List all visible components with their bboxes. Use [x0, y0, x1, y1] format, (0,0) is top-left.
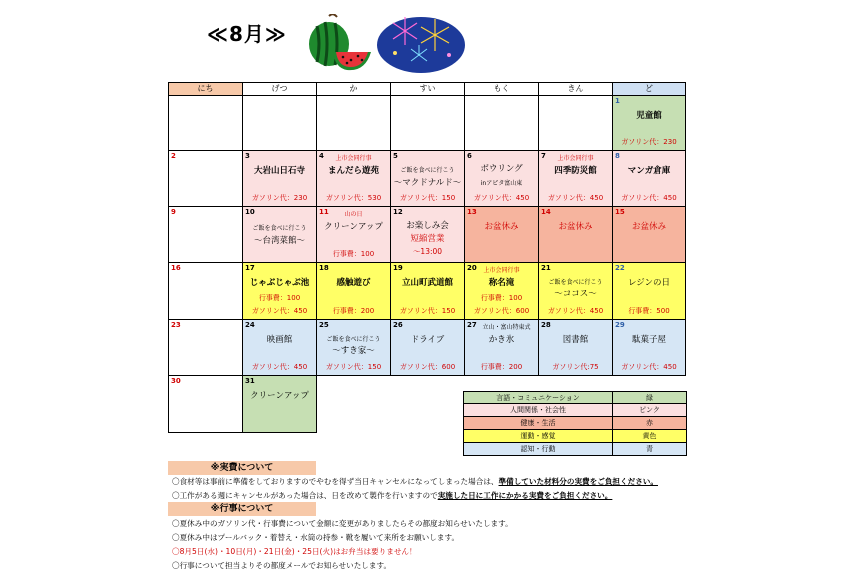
event-note-3: 〇8月5日(水)・10日(月)・21日(金)・25日(火)はお弁当は要りません！	[172, 547, 417, 556]
day-number: 16	[171, 264, 181, 272]
event-label: 立山町武道館	[401, 278, 453, 288]
day-19	[390, 262, 465, 320]
day-28	[538, 319, 613, 376]
day-24	[242, 319, 317, 376]
day-number: 17	[245, 264, 255, 272]
day-5	[390, 150, 465, 207]
day-number: 2	[171, 152, 176, 160]
weekday-tue: か	[316, 82, 391, 96]
day-number: 9	[171, 208, 176, 216]
event-label: 四季防災館	[554, 166, 597, 176]
event-label: 称名滝	[488, 278, 515, 288]
legend-color: 青	[646, 445, 653, 453]
day-number: 5	[393, 152, 398, 160]
day-7	[538, 150, 613, 207]
day-number: 10	[245, 208, 255, 216]
day-number: 22	[615, 264, 625, 272]
day-number: 27	[467, 321, 477, 329]
day-number: 28	[541, 321, 551, 329]
day-8	[612, 150, 686, 207]
day-number: 19	[393, 264, 403, 272]
day-18	[316, 262, 391, 320]
fee-label: ガソリン代：450	[251, 363, 308, 371]
event-label: お楽しみ会	[406, 221, 449, 231]
event-label: クリーンアップ	[324, 222, 383, 232]
expense-note-2-text: 〇工作がある週にキャンセルがあった場合は、日を改めて製作を行いますので	[172, 491, 438, 500]
fee-label: ガソリン代：600	[473, 307, 530, 315]
weekday-wed: すい	[390, 82, 465, 96]
event-label: ～すき家～	[332, 346, 375, 356]
day-number: 25	[319, 321, 329, 329]
day-number: 15	[615, 208, 625, 216]
note-label: 上市会同行事	[335, 155, 372, 162]
event-label: 駄菓子屋	[631, 335, 666, 345]
legend-label: 健康・生活	[464, 417, 613, 429]
legend-label: 人間関係・社会性	[464, 404, 613, 416]
fee-label: 行事費：100	[332, 250, 375, 258]
day-20	[464, 262, 539, 320]
activity-fee-label: 行事費：100	[258, 294, 301, 302]
day-number: 26	[393, 321, 403, 329]
legend-row	[463, 417, 687, 430]
expense-note-2	[172, 490, 612, 501]
weekday-fri: きん	[538, 82, 613, 96]
sub-label: ご飯を食べに行こう	[326, 336, 381, 343]
watermelon-icon	[307, 14, 373, 72]
day-number: 8	[615, 152, 620, 160]
event-label: お盆休み	[484, 222, 519, 232]
event-label: かき氷	[488, 335, 515, 345]
day-2	[168, 150, 243, 207]
sub-label: ご飯を食べに行こう	[548, 279, 603, 286]
event-label: お盆休み	[631, 222, 666, 232]
event-label: まんだら遊苑	[327, 166, 379, 176]
fee-label: ガソリン代：230	[621, 138, 677, 146]
legend-color: 黄色	[642, 432, 657, 440]
event-label: 映画館	[266, 335, 293, 345]
day-22	[612, 262, 686, 320]
color-legend	[463, 391, 687, 456]
day-number: 30	[171, 377, 181, 385]
day-1	[612, 95, 686, 151]
day-21	[538, 262, 613, 320]
month-title: ≪8月≫	[207, 22, 287, 46]
fee-label: ガソリン代：450	[547, 194, 604, 202]
event-note-4: 〇行事について担当よりその都度メールでお知らせいたします。	[172, 561, 392, 570]
day-number: 24	[245, 321, 255, 329]
day-number: 20	[467, 264, 477, 272]
event-label: ～マクドナルド～	[393, 178, 462, 188]
day-9	[168, 206, 243, 263]
fee-label: ガソリン代：450	[621, 194, 677, 202]
day-13	[464, 206, 539, 263]
event-label: 図書館	[562, 335, 589, 345]
calendar	[168, 82, 686, 434]
day-number: 3	[245, 152, 250, 160]
day-number: 18	[319, 264, 329, 272]
day-number: 6	[467, 152, 472, 160]
legend-label: 言語・コミュニケーション	[464, 392, 613, 403]
short-hours-label: 短縮営業	[410, 234, 445, 244]
day-number: 31	[245, 377, 255, 385]
event-label: 児童館	[636, 111, 662, 121]
day-12	[390, 206, 465, 263]
event-label: ～ココス～	[554, 289, 597, 299]
day-number: 12	[393, 208, 403, 216]
day-empty	[390, 95, 465, 151]
event-label: ドライブ	[410, 335, 445, 345]
legend-row	[463, 391, 687, 404]
fee-label: ガソリン代：450	[547, 307, 604, 315]
fireworks-icon	[375, 9, 467, 75]
fee-label: ガソリン代：150	[399, 194, 456, 202]
weekday-thu: もく	[464, 82, 539, 96]
fee-label: ガソリン代：450	[251, 307, 308, 315]
day-number: 21	[541, 264, 551, 272]
day-number: 13	[467, 208, 477, 216]
fee-label: ガソリン代:75	[552, 363, 599, 371]
fee-label: ガソリン代：600	[399, 363, 456, 371]
note-label: 上市会同行事	[483, 267, 520, 274]
weekday-mon: げつ	[242, 82, 317, 96]
legend-color: ピンク	[639, 406, 660, 414]
legend-color: 赤	[646, 419, 653, 427]
note-label: 山の日	[344, 211, 363, 218]
sub-label: inアピタ富山東	[480, 180, 523, 187]
day-number: 14	[541, 208, 551, 216]
day-29	[612, 319, 686, 376]
day-6	[464, 150, 539, 207]
day-empty	[464, 95, 539, 151]
event-label: じゃぶじゃぶ池	[249, 278, 310, 288]
day-14	[538, 206, 613, 263]
day-number: 4	[319, 152, 324, 160]
closing-time-label: ～13:00	[412, 247, 443, 256]
fee-label: ガソリン代：150	[399, 307, 456, 315]
day-16	[168, 262, 243, 320]
note-label: 上市会同行事	[557, 155, 594, 162]
expense-note-2-emphasis: 実施した日に工作にかかる実費をご負担ください。	[437, 491, 613, 500]
expense-note-1	[172, 476, 658, 487]
legend-label: 認知・行動	[464, 443, 613, 455]
fee-label: ガソリン代：150	[325, 363, 382, 371]
activity-fee-label: 行事費：100	[480, 294, 523, 302]
day-number: 11	[319, 208, 329, 216]
expense-note-1-text: 〇食材等は事前に準備をしておりますのでやむを得ず当日キャンセルになってしまった場合は、	[172, 477, 499, 486]
fee-label: 行事費：200	[332, 307, 375, 315]
event-label: クリーンアップ	[250, 391, 309, 401]
day-number: 29	[615, 321, 625, 329]
fee-label: ガソリン代：450	[621, 363, 677, 371]
event-label: ～台湾菜館～	[253, 236, 305, 246]
day-17	[242, 262, 317, 320]
day-number: 1	[615, 97, 620, 105]
legend-row	[463, 404, 687, 417]
day-empty	[538, 95, 613, 151]
fee-label: 行事費：200	[480, 363, 523, 371]
day-empty	[242, 95, 317, 151]
event-label: 感触遊び	[336, 278, 371, 288]
day-15	[612, 206, 686, 263]
event-label: レジンの日	[627, 278, 671, 288]
note-label: 立山・富山特東式	[482, 324, 531, 331]
day-27	[464, 319, 539, 376]
event-section-title: ※行事について	[168, 502, 316, 516]
day-empty	[316, 95, 391, 151]
weekday-sun: にち	[168, 82, 243, 96]
event-label: ボウリング	[480, 164, 523, 174]
event-label: マンガ倉庫	[627, 166, 671, 176]
sub-label: ご飯を食べに行こう	[400, 167, 455, 174]
event-note-1: 〇夏休み中のガソリン代・行事費について金額に変更がありましたらその都度お知らせいたします。	[172, 519, 513, 528]
event-label: お盆休み	[558, 222, 593, 232]
day-number: 7	[541, 152, 546, 160]
sub-label: ご飯を食べに行こう	[252, 225, 307, 232]
legend-row	[463, 430, 687, 443]
fee-label: ガソリン代：530	[325, 194, 382, 202]
fee-label: 行事費：500	[628, 307, 670, 315]
day-31	[242, 375, 317, 433]
expense-note-1-emphasis: 準備していた材料分の実費をご負担ください。	[498, 477, 658, 486]
day-25	[316, 319, 391, 376]
legend-label: 運動・感覚	[464, 430, 613, 442]
day-empty	[168, 95, 243, 151]
event-label: 大岩山日石寺	[253, 166, 305, 176]
fee-label: ガソリン代：450	[473, 194, 530, 202]
day-10	[242, 206, 317, 263]
day-11	[316, 206, 391, 263]
day-26	[390, 319, 465, 376]
legend-color: 緑	[646, 394, 653, 402]
day-number: 23	[171, 321, 181, 329]
weekday-sat: ど	[612, 82, 686, 96]
legend-row	[463, 443, 687, 456]
day-4	[316, 150, 391, 207]
day-30	[168, 375, 243, 433]
day-23	[168, 319, 243, 376]
event-note-2: 〇夏休み中はプールバック・着替え・水筒の持参・靴を履いて来所をお願いします。	[172, 533, 460, 542]
fee-label: ガソリン代：230	[251, 194, 308, 202]
day-3	[242, 150, 317, 207]
expense-section-title: ※実費について	[168, 461, 316, 475]
